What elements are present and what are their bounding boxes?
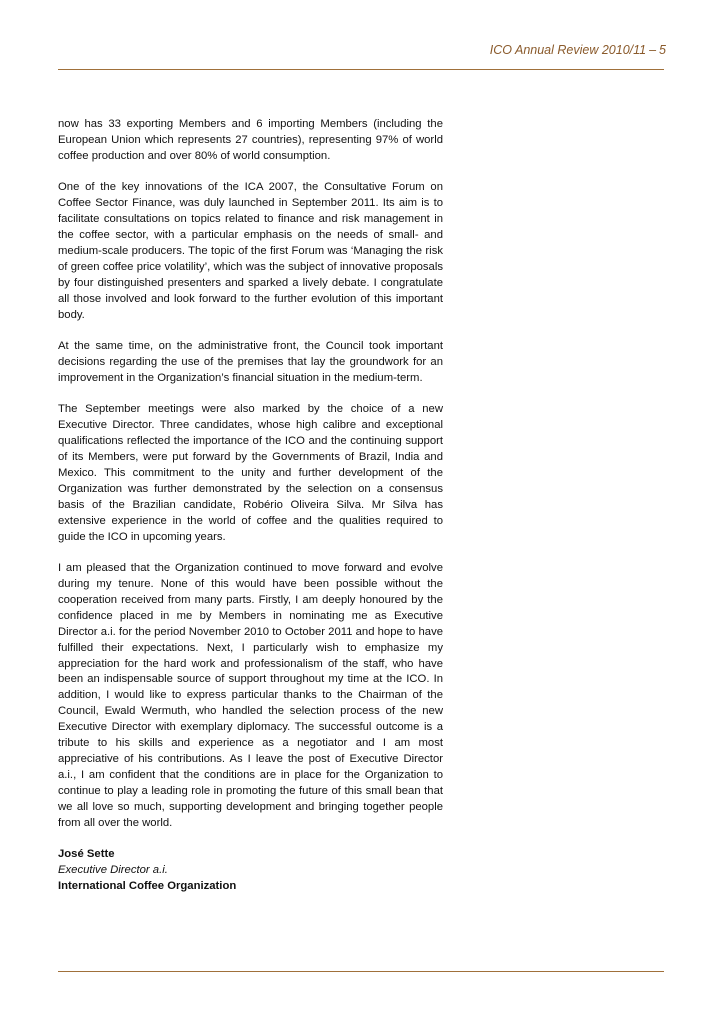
paragraph-1: now has 33 exporting Members and 6 importing Members (including the European Union which represents 27 countries), representing 97% of world coffee production and over 80% of world consumption. [58,118,443,162]
page-number: 5 [659,43,666,57]
paragraph-3: At the same time, on the administrative front, the Council took important decisions regarding the use of the premises that lay the groundwork for an improvement in the Organization’s financial situation in the medium-term. [58,340,443,384]
signatory-role: Executive Director a.i. [58,864,168,877]
body-text [58,117,443,895]
footer-rule [58,971,664,972]
paragraph-5: I am pleased that the Organization continued to move forward and evolve during my tenure. None of this would have been possible without the cooperation received from many parts. Firstly, I am deeply honoured by the confidence placed in me by Members in nominating me as Executive Director a.i. for the period November 2010 to October 2011 and hope to have fulfilled their expectations. Next, I particularly wish to emphasize my appreciation for the hard work and professionalism of the staff, who have been an indispensable source of support throughout my time at the ICO. In addition, I would like to express particular thanks to the Chairman of the Council, Ewald Wermuth, who handled the selection process of the new Executive Director with exemplary diplomacy. The successful outcome is a tribute to his skills and experience as a negotiator and I am most appreciative of his contributions. As I leave the post of Executive Director a.i., I am confident that the conditions are in place for the Organization to continue to play a leading role in promoting the future of this small bean that we all love so much, supporting development and bringing together people from all over the world. [58,562,443,829]
header-separator: – [649,43,657,57]
paragraph-4: The September meetings were also marked by the choice of a new Executive Director. Three candidates, whose high calibre and exceptional qualifications reflected the importance of the ICO and the continuing support of its Members, were put forward by the Governments of Brazil, India and Mexico. This commitment to the unity and further development of the Organization was further demonstrated by the selection on a consensus basis of the Brazilian candidate, Robério Oliveira Silva. Mr Silva has extensive experience in the world of coffee and the qualities required to guide the ICO in upcoming years. [58,403,443,543]
header-rule [58,69,664,70]
header-title: ICO Annual Review 2010/11 [489,43,647,57]
signature-block [58,847,443,895]
signatory-organization: International Coffee Organization [58,879,237,892]
signatory-name: José Sette [58,848,115,861]
paragraph-2: One of the key innovations of the ICA 2007, the Consultative Forum on Coffee Sector Finance, was duly launched in September 2011. Its aim is to facilitate consultations on topics related to finance and risk management in the coffee sector, with a particular emphasis on the needs of small- and medium-scale producers. The topic of the first Forum was ‘Managing the risk of green coffee price volatility’, which was the subject of innovative proposals by four distinguished presenters and sparked a lively debate. I congratulate all those involved and look forward to the further evolution of this important body. [58,181,443,321]
running-header [490,43,666,57]
